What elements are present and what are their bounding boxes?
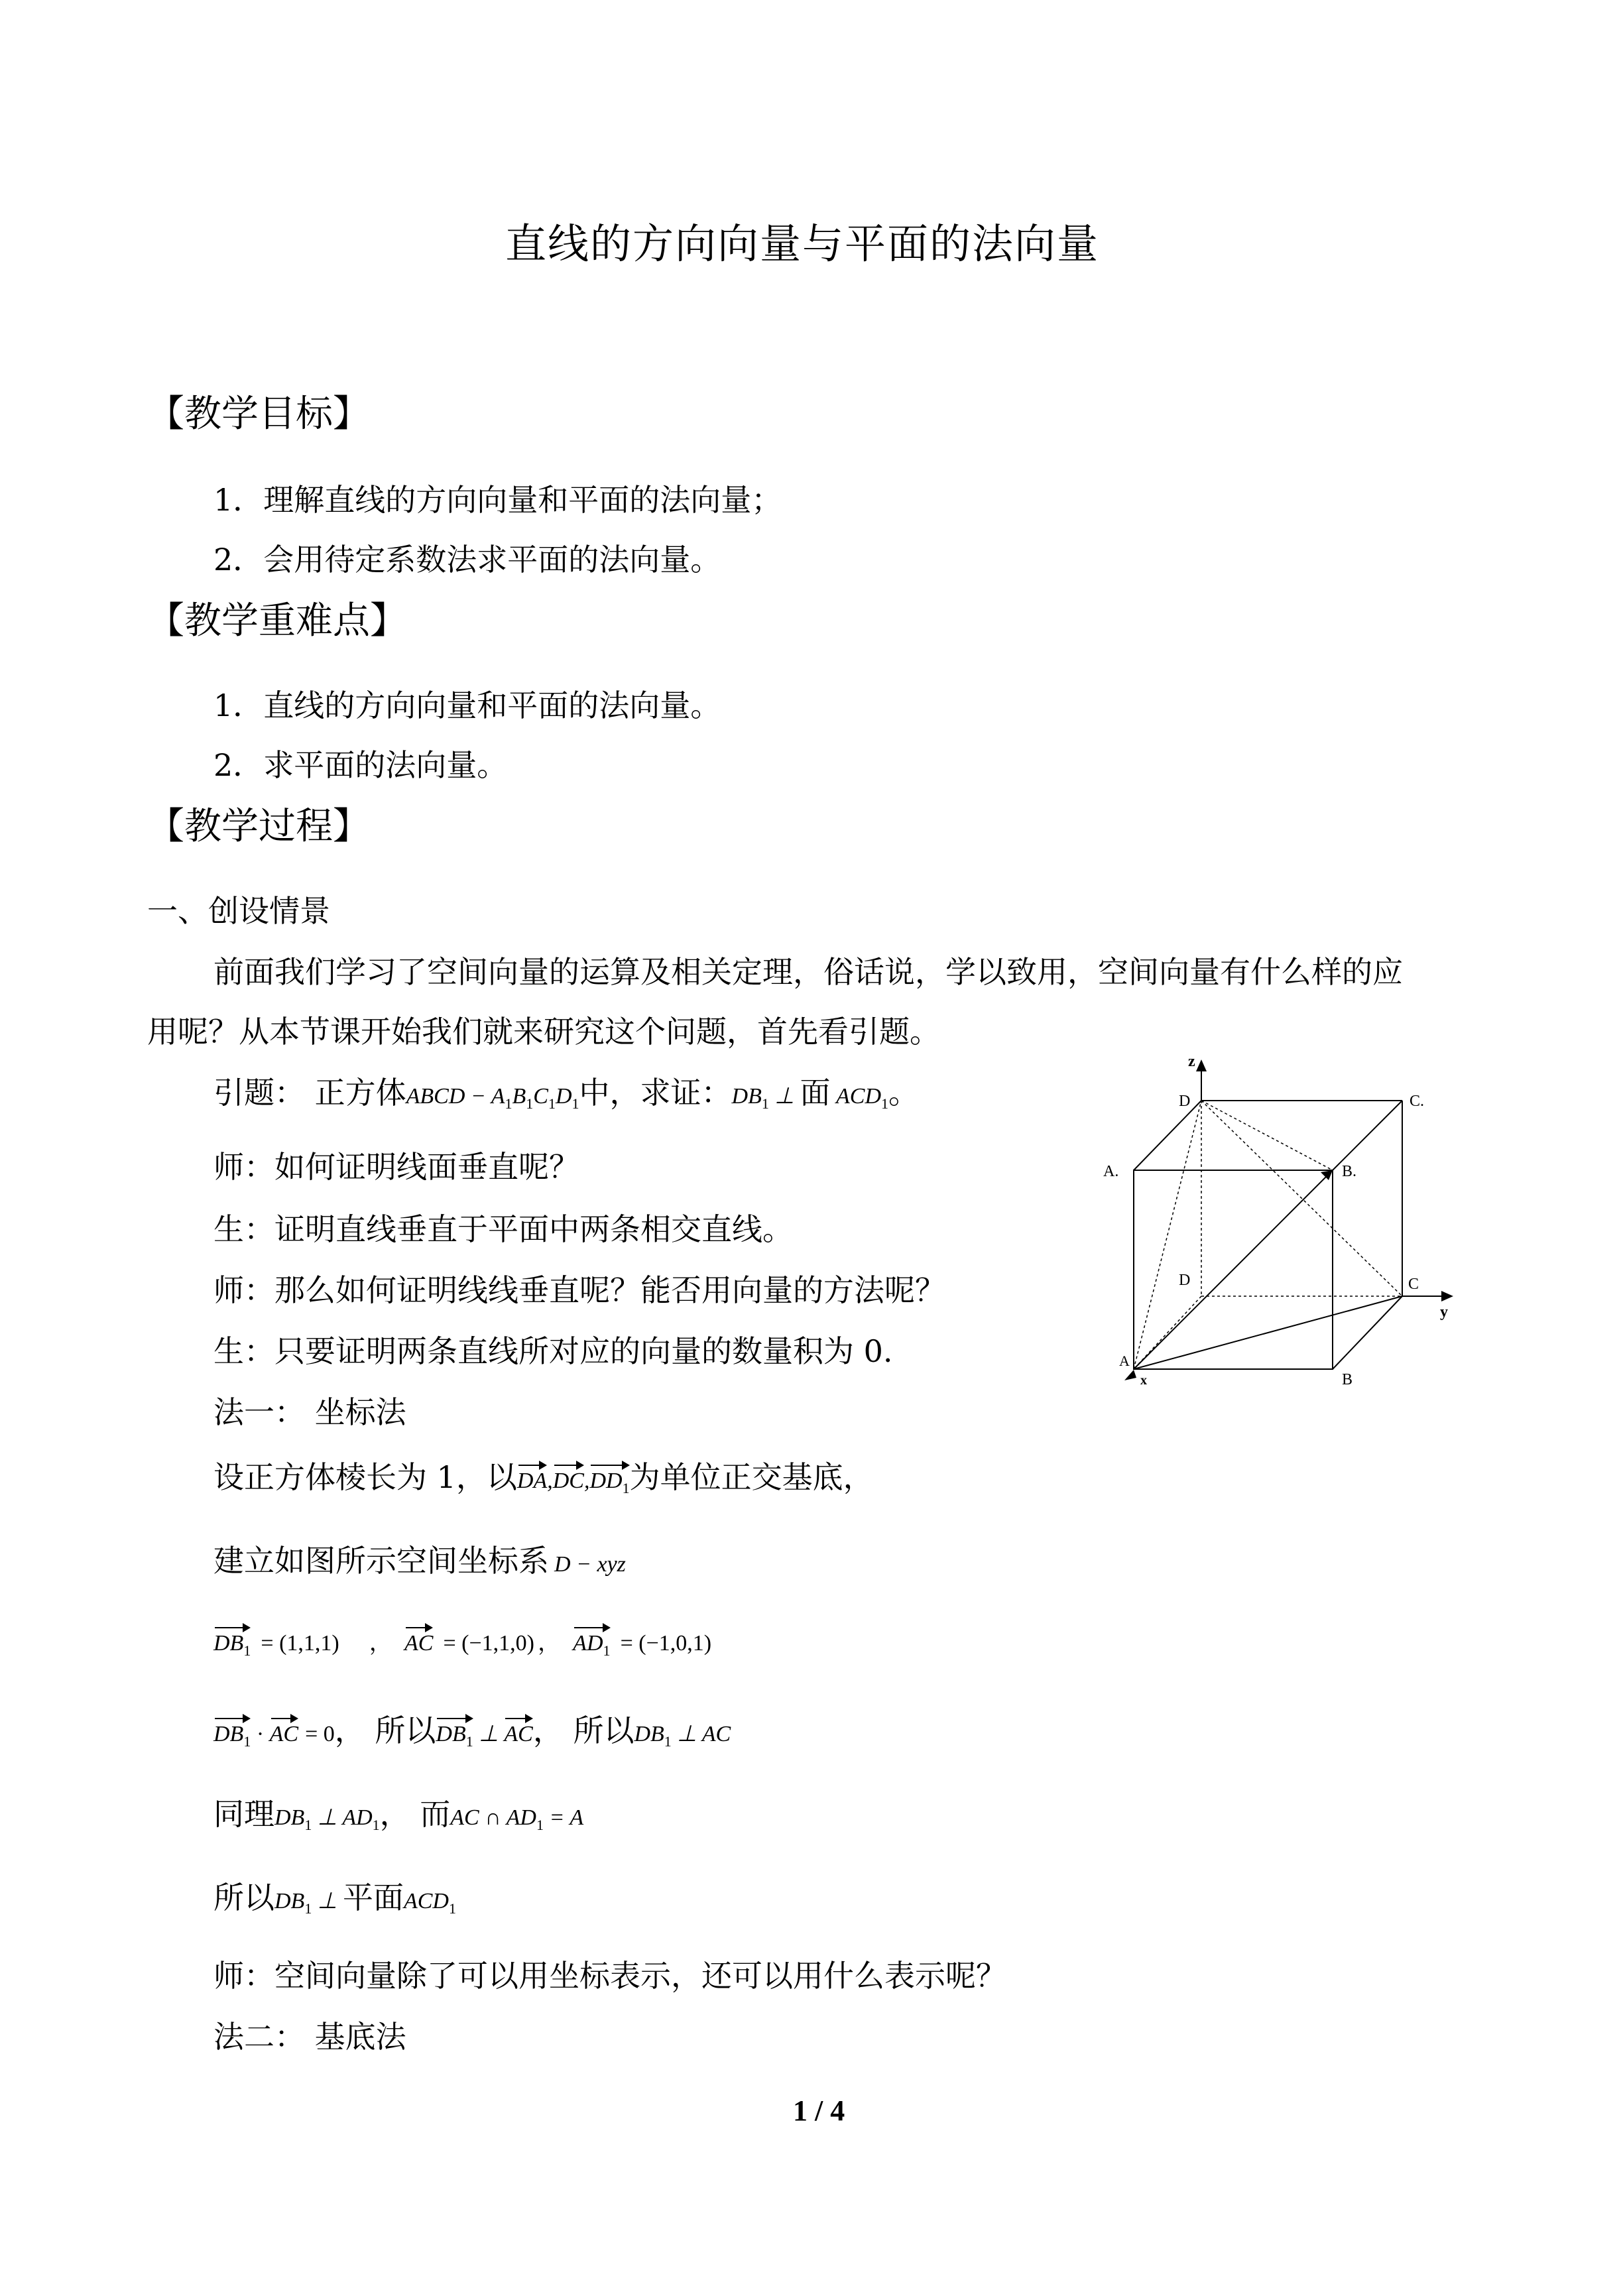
problem-end: 。	[888, 1075, 919, 1111]
method-1-label: 法一： 坐标法	[213, 1394, 406, 1430]
dialog-line-2: 生：证明直线垂直于平面中两条相交直线。	[213, 1211, 793, 1247]
vec-db1: $DB_1$	[213, 1627, 251, 1660]
problem-plane-word: 面	[800, 1075, 831, 1111]
section-heading-process: 【教学过程】	[147, 805, 370, 848]
similarly-word: 同理	[213, 1796, 274, 1832]
and-word: 而	[420, 1796, 451, 1832]
x-arrow-icon	[1124, 1370, 1136, 1380]
coord-sentence	[213, 1537, 626, 1581]
vec-ad1: $AD_1$	[573, 1627, 610, 1660]
label-a1: A.	[1103, 1163, 1119, 1180]
edge-d1-a1	[1134, 1101, 1201, 1170]
label-d: D	[1179, 1272, 1191, 1289]
dialog-line-1: 师：如何证明线面垂直呢？	[213, 1149, 579, 1185]
vec-db1-value: = (1,1,1)	[261, 1631, 339, 1656]
basis-vectors: $DA,DC,DD_1$	[517, 1469, 630, 1493]
vec-ac-value: = (−1,1,0)	[443, 1631, 534, 1656]
goal-item-1: 1．理解直线的方向向量和平面的法向量；	[213, 482, 782, 518]
page-title: 直线的方向向量与平面的法向量	[505, 219, 1100, 268]
hidden-diag-a-d1	[1134, 1101, 1201, 1369]
label-d1: D	[1179, 1093, 1191, 1110]
intro-paragraph-line-1: 前面我们学习了空间向量的运算及相关定理，俗话说，学以致用，空间向量有什么样的应	[213, 954, 1403, 990]
so-word-3: 所以	[213, 1880, 274, 1915]
subsection-heading: 一、创设情景	[147, 893, 330, 929]
edge-c-b	[1333, 1296, 1402, 1369]
plane-acd1: $ACD_1$	[830, 1084, 888, 1112]
problem-prefix: 引题： 正方体	[213, 1075, 406, 1111]
diag-a-c	[1134, 1296, 1402, 1369]
basis-suffix: 为单位正交基底，	[629, 1459, 874, 1495]
goal-item-2: 2．会用待定系数法求平面的法向量。	[213, 542, 721, 577]
problem-statement	[213, 1069, 919, 1113]
coord-prefix: 建立如图所示空间坐标系	[213, 1543, 549, 1579]
page-number: 1 / 4	[793, 2094, 845, 2127]
hidden-diag-d1-b1	[1201, 1101, 1333, 1170]
edge-c1-b1	[1333, 1101, 1402, 1170]
teacher-question: 师：空间向量除了可以用坐标表示，还可以用什么表示呢？	[213, 1958, 1006, 1994]
similarly-line: 同理$DB_1$ ⊥ $AD_1$， 而AC ∩ $AD_1 = A$	[213, 1796, 584, 1833]
z-arrow-icon	[1196, 1059, 1207, 1071]
vec-ad1-value: = (−1,0,1)	[620, 1631, 712, 1656]
line-db1: $DB_1$ ⊥	[731, 1084, 800, 1112]
label-x: x	[1140, 1373, 1147, 1386]
label-c1: C.	[1410, 1093, 1425, 1110]
keypoint-item-2: 2．求平面的法向量。	[213, 747, 508, 783]
intro-paragraph-line-2: 用呢？从本节课开始我们就来研究这个问题，首先看引题。	[147, 1014, 940, 1050]
section-heading-goals: 【教学目标】	[147, 393, 370, 436]
vec-ac: AC	[404, 1627, 433, 1656]
dot-product-line: $DB_1$ · AC = 0， 所以$DB_1$ ⊥ AC， 所以$DB_1$ ⊥ AC	[213, 1713, 731, 1750]
keypoint-item-1: 1．直线的方向向量和平面的法向量。	[213, 688, 721, 723]
plane-word: 平面	[342, 1880, 404, 1915]
label-y: y	[1440, 1303, 1448, 1321]
so-word-2: 所以	[573, 1713, 634, 1748]
label-c: C	[1408, 1276, 1419, 1293]
dot-vec-ac: AC	[270, 1718, 298, 1747]
method-2-label: 法二： 基底法	[213, 2019, 406, 2055]
so-word-1: 所以	[375, 1713, 436, 1748]
vector-coordinates: $DB_1 = (1,1,1)$ ， AC = (−1,1,0) ， $AD_1 = (-1,0,1)$	[213, 1624, 711, 1660]
label-a: A	[1119, 1353, 1130, 1369]
dialog-line-4: 生：只要证明两条直线所对应的向量的数量积为 0.	[213, 1333, 893, 1369]
dialog-line-3: 师：那么如何证明线线垂直呢？能否用向量的方法呢？	[213, 1272, 945, 1308]
cube-figure	[1101, 1054, 1459, 1386]
problem-mid: 中，求证：	[579, 1075, 732, 1111]
basis-sentence	[213, 1453, 874, 1497]
y-arrow-icon	[1441, 1291, 1453, 1301]
conclusion-line: 所以$DB_1$ ⊥ 平面$ACD_1$	[213, 1880, 456, 1917]
dot-vec-db1: $DB_1$	[213, 1718, 251, 1750]
section-heading-keypoints: 【教学重难点】	[147, 599, 407, 642]
cube-name: ABCD − $A_1B_1C_1D_1$	[406, 1084, 579, 1112]
dot-value: = 0	[305, 1722, 335, 1746]
label-b1: B.	[1342, 1163, 1357, 1180]
b1-arrow-icon	[1321, 1170, 1333, 1180]
coord-system: D − xyz	[554, 1552, 626, 1577]
basis-prefix: 设正方体棱长为 1，以	[213, 1459, 517, 1495]
label-z: z	[1188, 1054, 1195, 1070]
label-b: B	[1342, 1371, 1353, 1386]
diag-a-b1	[1134, 1170, 1333, 1369]
